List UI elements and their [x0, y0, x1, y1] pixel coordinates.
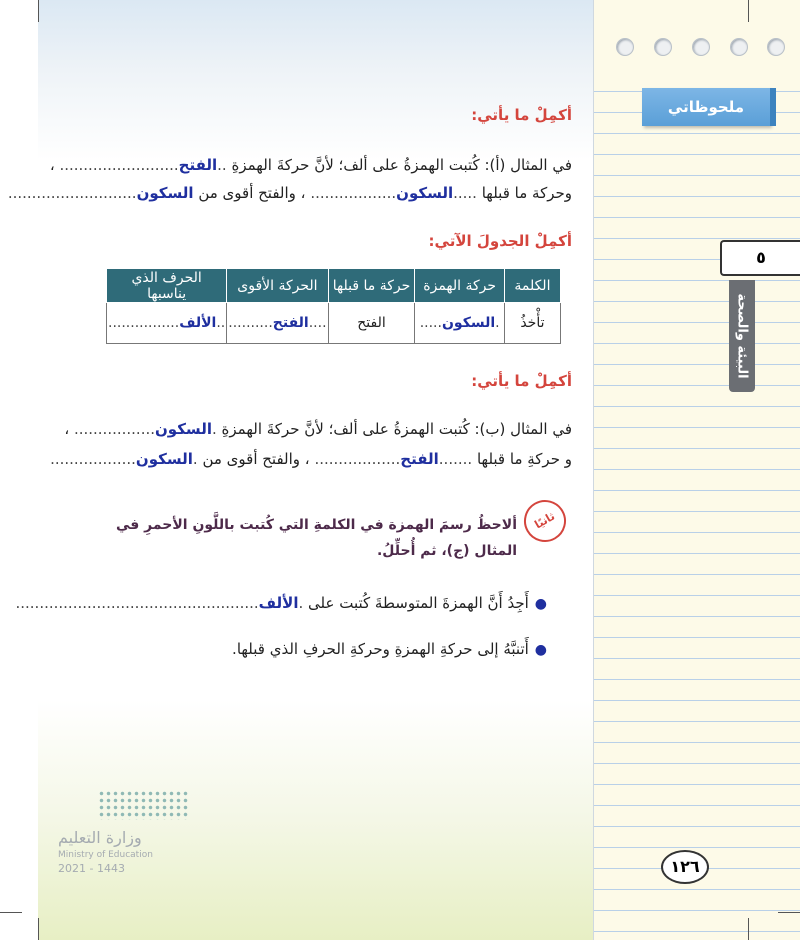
- section2-heading: أكمِلْ الجدولَ الآتي:: [428, 232, 572, 250]
- ministry-name-ar: وزارة التعليم: [58, 828, 142, 847]
- section3-answer3: السكون: [135, 450, 193, 468]
- section3-heading: أكمِلْ ما يأتي:: [471, 372, 572, 390]
- section4-instruction: ألاحظُ رسمَ الهمزة في الكلمةِ التي كُتبت باللَّونِ الأحمرِ في المثال (ج)، ثم أُحلِّلُ.: [115, 517, 517, 559]
- section3-line1-text: في المثال (ب): كُتبت الهمزةُ على ألف؛ لأنَّ حركةَ الهمزةِ: [221, 420, 572, 438]
- table-cell: ....الفتح..........: [227, 303, 328, 344]
- dotted-fill: .: [192, 450, 198, 468]
- section1-line1-text: في المثال (أ): كُتبت الهمزةُ على ألف؛ لأنَّ حركةَ الهمزةِ: [231, 156, 572, 174]
- table-header: الكلمة: [504, 269, 560, 303]
- unit-title: البيئة والصحة: [734, 293, 750, 379]
- crop-mark: [778, 912, 800, 913]
- bullet-item-2: [232, 640, 547, 658]
- table-header: حركة الهمزة: [415, 269, 504, 303]
- dotted-fill: .........................: [59, 156, 179, 174]
- crop-mark: [0, 912, 22, 913]
- table-answer: السكون: [441, 315, 496, 331]
- table-header-row: [107, 269, 561, 303]
- dotted-fill: ...................................................: [15, 594, 259, 612]
- table-cell: .السكون.....: [415, 303, 504, 344]
- crop-mark: [748, 918, 749, 940]
- binder-hole-icon: [616, 38, 634, 56]
- unit-number: ٥: [720, 240, 800, 276]
- page-number: ١٢٦: [661, 850, 709, 884]
- section1-answer2: السكون: [396, 184, 454, 202]
- table-cell: ..الألف................: [107, 303, 227, 344]
- dotted-fill: .: [211, 420, 217, 438]
- dotted-fill: .....: [453, 184, 477, 202]
- section1-answer1: الفتح: [178, 156, 218, 174]
- table-cell: الفتح: [328, 303, 415, 344]
- dotted-fill: ..................: [50, 450, 136, 468]
- section1-line2-text1: وحركة ما قبلها: [481, 184, 572, 202]
- section3-line1: في المثال (ب): كُتبت الهمزةُ على ألف؛ لأنَّ حركةَ الهمزةِ .السكون................. ،: [64, 420, 572, 438]
- second-step-badge: ثانيًا: [516, 492, 573, 549]
- binder-hole-icon: [654, 38, 672, 56]
- section3-line2-text2: ، والفتح أقوى من: [202, 450, 310, 468]
- dotted-fill: ..................: [314, 450, 401, 468]
- dotted-fill: .......: [438, 450, 473, 468]
- dotted-fill: ..: [217, 156, 227, 174]
- dotted-fill: ..................: [310, 184, 397, 202]
- section3-answer1: السكون: [155, 420, 212, 438]
- bullet1-answer: الألف: [258, 594, 299, 612]
- notes-column: [594, 0, 800, 940]
- bullet1-text: أَجِدُ أَنَّ الهمزةَ المتوسطةَ كُتبت على: [308, 594, 529, 612]
- section1-answer3: السكون: [136, 184, 194, 202]
- section1-line2-text2: ، والفتح أقوى من: [198, 184, 306, 202]
- section1-line2: [8, 184, 572, 202]
- section3-answer2: الفتح: [400, 450, 439, 468]
- table-answer: الألف: [179, 315, 217, 331]
- table-row: [107, 303, 561, 344]
- section3-line2-text1: و حركةِ ما قبلها: [476, 450, 572, 468]
- binder-hole-icon: [730, 38, 748, 56]
- unit-title-tab: [729, 280, 755, 392]
- notes-title: ملحوظاتي: [642, 88, 770, 126]
- bullet2-text: أَتنبَّهُ إلى حركةِ الهمزةِ وحركةِ الحرفِ الذي قبلها.: [232, 640, 529, 658]
- table-cell: تأْخذُ: [504, 303, 560, 344]
- ministry-dot-pattern-icon: [98, 790, 188, 820]
- crop-mark: [38, 0, 39, 22]
- binder-hole-icon: [767, 38, 785, 56]
- crop-mark: [748, 0, 749, 22]
- dotted-fill: .: [298, 594, 304, 612]
- binder-hole-icon: [692, 38, 710, 56]
- table-answer: الفتح: [272, 315, 309, 331]
- bullet-item-1: [15, 594, 547, 612]
- ministry-year: 2021 - 1443: [58, 862, 125, 875]
- ministry-name-en: Ministry of Education: [58, 850, 153, 860]
- dotted-fill: .................: [73, 420, 155, 438]
- crop-mark: [38, 918, 39, 940]
- table-header: حركة ما قبلها: [328, 269, 415, 303]
- completion-table: [106, 268, 561, 344]
- dotted-fill: ...........................: [7, 184, 137, 202]
- section1-line1: في المثال (أ): كُتبت الهمزةُ على ألف؛ لأنَّ حركةَ الهمزةِ ..الفتح......................... ،: [49, 156, 572, 174]
- table-header: الحرف الذي يناسبها: [107, 269, 227, 303]
- bullet-icon: ●: [534, 642, 547, 658]
- section3-line2: [50, 450, 572, 468]
- table-header: الحركة الأقوى: [227, 269, 328, 303]
- section1-heading: أكمِلْ ما يأتي:: [471, 106, 572, 124]
- bullet-icon: ●: [534, 596, 547, 612]
